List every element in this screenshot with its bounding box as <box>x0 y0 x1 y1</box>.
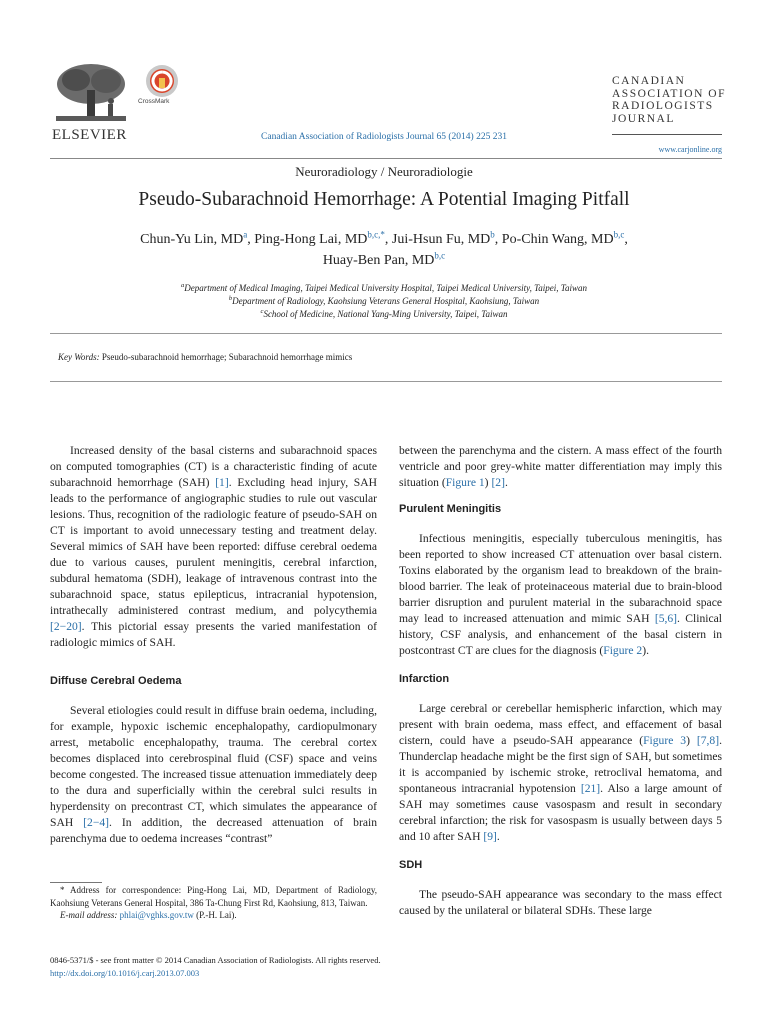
footnote-address: * Address for correspondence: Ping-Hong Lai, MD, Department of Radiology, Kaohsiung Veterans General Hospital, 386 Ta-Chung First Rd, Kaohsiung, 813, Taiwan. <box>50 885 377 908</box>
crossmark-icon[interactable] <box>140 64 184 114</box>
journal-logo <box>612 75 726 125</box>
body-text: . Thunderclap headache might be the first sign of SAH, but sometimes it is accompanied by ischemic stroke, retroclival hematoma, and spontaneous intracranial hypotension <box>399 734 722 795</box>
body-text: . <box>504 476 508 489</box>
elsevier-tree-logo <box>50 60 132 126</box>
reference-link[interactable]: [2] <box>491 476 505 489</box>
email-link[interactable]: phlai@vghks.gov.tw <box>119 910 194 920</box>
journal-logo-rule <box>612 134 722 135</box>
body-text: Infectious meningitis, especially tuberculous meningitis, has been reported to show increased CT attenuation over basal cistern. Toxins elaborated by the organism lead to breakdown of the brain-blood barrier. The leak of proteinaceous material due to brain-blood barrier disruption and purulent material in the subarachnoid space may lead to increased attenuation and mimic SAH <box>399 532 722 625</box>
body-text: . <box>496 830 500 843</box>
affiliation-text: Department of Radiology, Kaohsiung Veterans General Hospital, Kaohsiung, Taiwan <box>232 296 540 306</box>
author-affiliation-ref[interactable]: b,c <box>613 229 625 240</box>
body-text: ). <box>642 644 649 657</box>
author-name: Huay-Ben Pan, MD <box>322 253 435 268</box>
crossmark-label: CrossMark <box>138 98 170 105</box>
body-text: . This pictorial essay presents the varied manifestation of radiologic mimics of SAH. <box>50 620 377 649</box>
author-name: Po-Chin Wang, MD <box>501 232 614 247</box>
affiliation <box>0 296 768 306</box>
paragraph-meningitis <box>399 531 722 659</box>
affiliation-marker: a <box>181 282 185 289</box>
issn-copyright: 0846-5371/$ - see front matter © 2014 Canadian Association of Radiologists. All rights reserved. <box>50 955 381 965</box>
keywords-divider-bottom <box>50 381 722 382</box>
footnote-email-line <box>50 909 377 922</box>
email-suffix: (P.-H. Lai). <box>193 910 237 920</box>
author-list: Chun-Yu Lin, $MD^a$, Ping-Hong Lai, $MD^{b,c,*}$, Jui-Hsun Fu, $MD^b$, Po-Chin Wang, MD$^{b,c}$, <box>140 229 628 247</box>
affiliation-text: Department of Medical Imaging, Taipei Medical University Hospital, Taipei Medical University, Taipei, Taiwan <box>184 283 587 293</box>
journal-url-link[interactable]: www.carjonline.org <box>658 145 722 154</box>
body-text: Large cerebral or cerebellar hemispheric infarction, which may present with brain oedema, mass effect, and effacement of basal cistern, could have a pseudo-SAH appearance ( <box>399 702 722 747</box>
author-list-continued <box>0 250 768 269</box>
body-text: . Excluding head injury, SAH leads to the performance of angiographic studies to rule out vascular lesions. Thus, recognition of the radiologic feature of pseudo-SAH on CT is important to avoid unnecessary testing and treatment delay. Several mimics of SAH have been reported: diffuse cerebral oedema due to various causes, purulent meningitis, cerebral infarction, subdural hematoma (SDH), leakage of intravenous contrast into the subarachnoid space, status epilepticus, intracranial hypotension, intrathecally administered contrast medium, and polycythemia <box>50 476 377 617</box>
keywords-divider-top <box>50 333 722 334</box>
body-text: ) <box>686 734 697 747</box>
paragraph-oedema <box>50 703 377 847</box>
figure-link[interactable]: Figure 1 <box>445 476 485 489</box>
keywords <box>58 352 352 362</box>
body-text: Several etiologies could result in diffuse brain oedema, including, for example, hypoxic ischemic encephalopathy, cardiopulmonary arrest, metabolic encephalopathy, trauma. The cerebral cortex becomes displaced into cerebrospinal fluid (CSF) space and veins become congested. The increased tissue attenuation immediately deep to the dura and superficially within the cerebral sulci results in hyperdensity on precontrast CT, which simulates the appearance of SAH <box>50 704 377 829</box>
journal-logo-line: JOURNAL <box>612 112 675 125</box>
author-name: Jui-Hsun Fu, MD <box>391 232 491 247</box>
section-heading: Infarction <box>399 673 450 685</box>
paragraph-sdh: The pseudo-SAH appearance was secondary to the mass effect caused by the unilateral or bilateral SDHs. These large <box>399 888 722 917</box>
figure-link[interactable]: Figure 3 <box>643 734 687 747</box>
journal-citation[interactable]: Canadian Association of Radiologists Journal 65 (2014) 225 231 <box>261 132 507 142</box>
body-column-left <box>50 443 377 847</box>
body-column-right <box>399 443 722 919</box>
reference-link[interactable]: [9] <box>483 830 497 843</box>
article-title: Pseudo-Subarachnoid Hemorrhage: A Potential Imaging Pitfall <box>138 189 630 210</box>
journal-logo-line: CANADIAN <box>612 75 686 87</box>
reference-link[interactable]: [2−4] <box>83 816 110 829</box>
reference-link[interactable]: [5,6] <box>654 612 678 625</box>
body-text: . In addition, the decreased attenuation of brain parenchyma due to oedema increases “contrast” <box>50 816 378 845</box>
paragraph-introduction <box>50 443 377 651</box>
section-label: Neuroradiology / Neuroradiologie <box>295 164 473 179</box>
section-heading: SDH <box>399 859 423 871</box>
reference-link[interactable]: [2−20] <box>50 620 82 633</box>
section-heading: Purulent Meningitis <box>399 503 502 515</box>
reference-link[interactable]: [21] <box>580 782 601 795</box>
publisher-name: ELSEVIER <box>52 127 127 143</box>
journal-logo-line: ASSOCIATION OF <box>612 87 726 100</box>
author-affiliation-ref[interactable]: a <box>243 229 248 240</box>
body-text: ) <box>484 476 492 489</box>
reference-link[interactable]: [1] <box>215 476 229 489</box>
section-heading: Diffuse Cerebral Oedema <box>50 675 182 687</box>
paragraph-oedema-continued <box>399 443 722 491</box>
affiliation-text: School of Medicine, National Yang-Ming University, Taipei, Taiwan <box>263 309 508 319</box>
author-affiliation-ref[interactable]: b <box>490 229 495 240</box>
affiliation <box>0 309 768 319</box>
affiliation <box>0 283 768 293</box>
footnote-divider <box>50 882 102 883</box>
body-text: Increased density of the basal cisterns and subarachnoid spaces on computed tomographies (CT) is a characteristic finding of acute subarachnoid hemorrhage (SAH) <box>50 444 377 489</box>
affiliation-marker: c <box>260 308 264 315</box>
author-affiliation-ref[interactable]: b,c,* <box>367 229 385 240</box>
page-footer <box>50 954 381 979</box>
header-divider <box>50 158 722 159</box>
paragraph-infarction <box>399 701 722 845</box>
email-label: E-mail address: <box>60 910 118 920</box>
journal-logo-line: RADIOLOGISTS <box>612 100 714 112</box>
author-name: Chun-Yu Lin, MD <box>140 232 244 247</box>
author-affiliation-ref[interactable]: b,c <box>434 250 446 261</box>
body-text: . Clinical history, CSF analysis, and enhancement of the basal cistern in postcontrast CT are clues for the diagnosis ( <box>399 612 722 657</box>
body-text: . Also a large amount of SAH may sometimes cause vasospasm and result in secondary cerebral infarction; the risk for vasospasm is usually between days 5 and 10 after SAH <box>399 782 722 843</box>
doi-link[interactable]: http://dx.doi.org/10.1016/j.carj.2013.07.003 <box>50 967 200 978</box>
author-name: Ping-Hong Lai, MD <box>254 232 368 247</box>
affiliation-marker: b <box>228 295 233 302</box>
figure-link[interactable]: Figure 2 <box>603 644 643 657</box>
correspondence-footnote <box>50 884 377 922</box>
keywords-text: Pseudo-subarachnoid hemorrhage; Subarachnoid hemorrhage mimics <box>101 352 353 362</box>
keywords-label: Key Words: <box>58 352 100 362</box>
body-text: between the parenchyma and the cistern. A mass effect of the fourth ventricle and poor grey-white matter differentiation may imply this situation ( <box>399 444 722 489</box>
reference-link[interactable]: [7,8] <box>696 734 720 747</box>
